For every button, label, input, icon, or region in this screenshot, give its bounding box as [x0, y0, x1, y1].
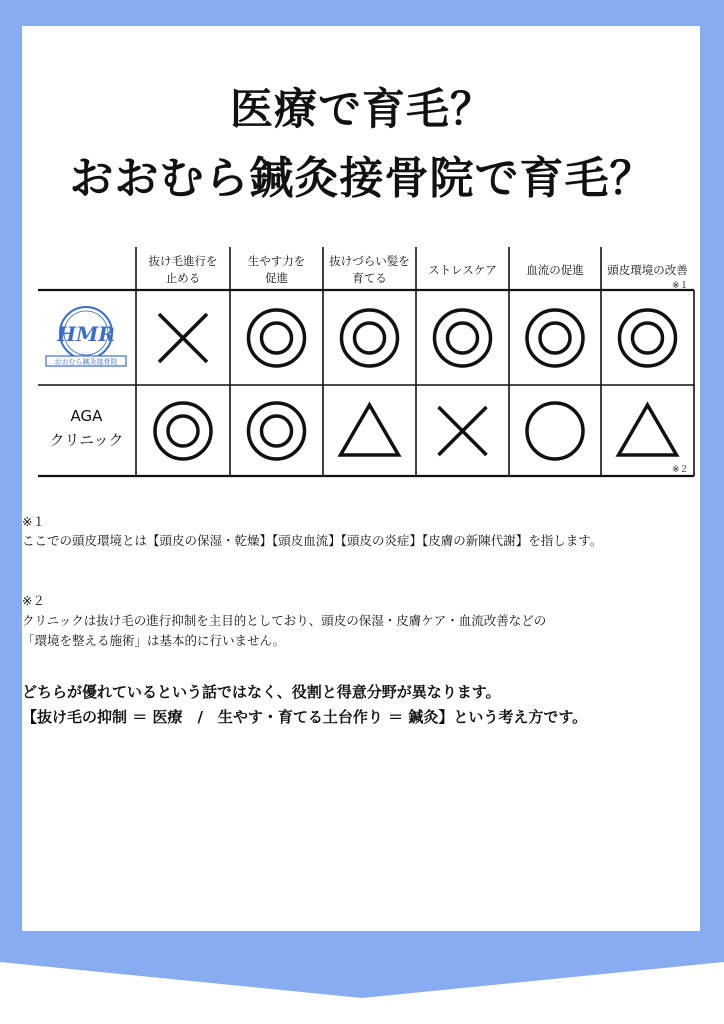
mark-triangle-r1-c2 [341, 405, 399, 455]
closing-line-1: どちらが優れているという話ではなく、役割と得意分野が異なります。 [22, 683, 501, 701]
mark-double-circle-r0-c4 [527, 310, 583, 366]
mark-circle-r1-c4 [527, 403, 583, 459]
mark-double-circle-r0-c2 [342, 310, 398, 366]
header-stop-hair-loss: 抜け毛進行を 止める [148, 254, 218, 285]
note-1-mark: ※１ [22, 514, 45, 529]
mark-cross-r0-c0 [159, 314, 207, 362]
mark-double-circle-r0-c3 [435, 310, 491, 366]
mark-double-circle-r0-c1 [249, 310, 305, 366]
note-1-text: ここでの頭皮環境とは【頭皮の保湿・乾燥】【頭皮血流】【頭皮の炎症】【皮膚の新陳代謝】を指します。 [22, 533, 603, 548]
note-2-line-2: 「環境を整える施術」は基本的に行いません。 [22, 633, 286, 648]
header-note-mark: ※１ [672, 281, 689, 291]
mark-cross-r1-c3 [439, 407, 487, 455]
closing-line-2: 【抜け毛の抑制 ＝ 医療 / 生やす・育てる土台作り ＝ 鍼灸】という考え方です。 [22, 708, 588, 726]
header-blood-flow: 血流の促進 [526, 263, 584, 277]
mark-double-circle-r1-c1 [249, 403, 305, 459]
header-scalp-environment: 頭皮環境の改善 [607, 263, 688, 277]
mark-double-circle-r1-c0 [155, 403, 211, 459]
row-label-aga-clinic: AGA クリニック [49, 407, 124, 449]
note-2-mark: ※２ [22, 593, 45, 608]
logo-letters: HMR [57, 322, 115, 346]
mark-triangle-r1-c5 [619, 405, 677, 455]
page-title-line-1: 医療で育毛？ [230, 85, 494, 135]
mark-double-circle-r0-c5 [620, 310, 676, 366]
note-2-line-1: クリニックは抜け毛の進行抑制を主目的としており、頭皮の保湿・皮膚ケア・血流改善などの [22, 613, 547, 628]
header-stress-care: ストレスケア [428, 263, 497, 277]
header-promote-growth: 生やす力を 促進 [247, 254, 306, 285]
header-grow-strong-hair: 抜けづらい髪を 育てる [329, 254, 410, 285]
cell-note-mark: ※２ [672, 465, 689, 475]
page-title-line-2: おおむら鍼灸接骨院で育毛？ [69, 153, 655, 204]
logo-caption: おおむら鍼灸接骨院 [54, 358, 118, 366]
